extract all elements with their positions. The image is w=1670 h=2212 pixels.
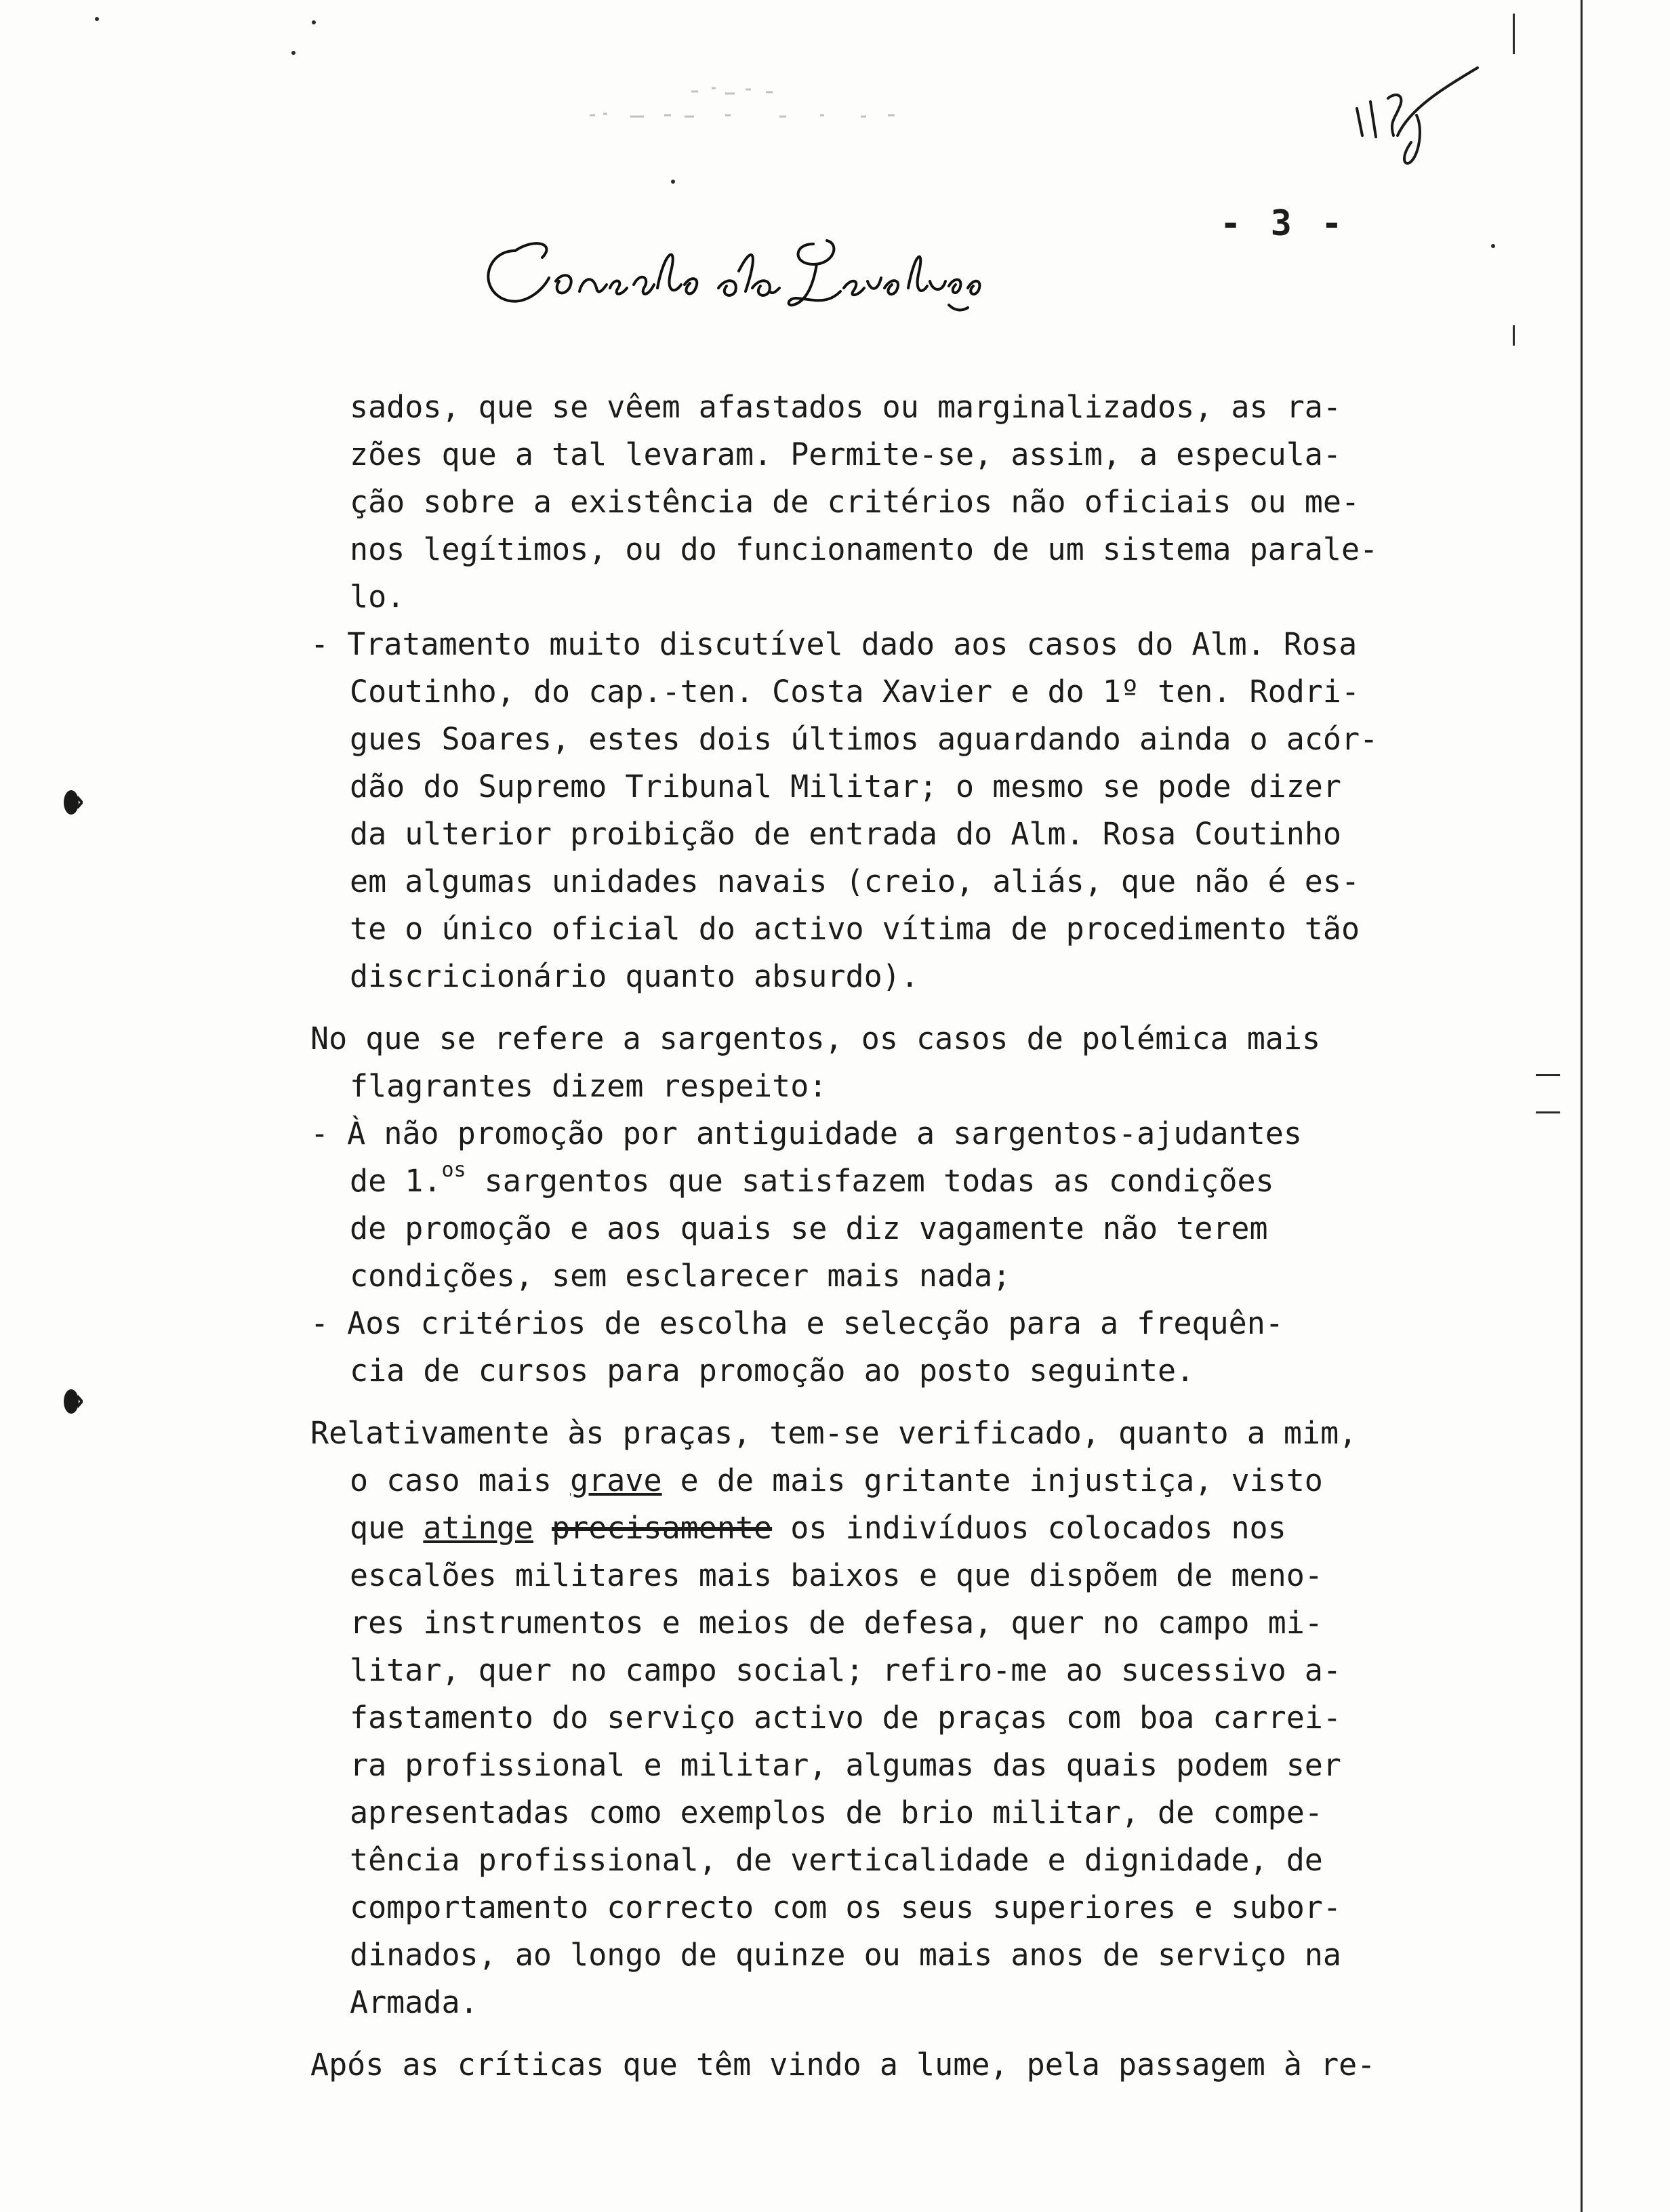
body-text-line: Relativamente às praças, tem-se verificado, quanto a mim,	[310, 1415, 1358, 1451]
bullet-text-line: discricionário quanto absurdo).	[350, 958, 919, 994]
body-text-line: Armada.	[350, 1984, 478, 2020]
scan-edge-mark	[1513, 14, 1515, 54]
text-segment: que	[350, 1510, 424, 1546]
bullet-text-line: condições, sem esclarecer mais nada;	[350, 1258, 1011, 1294]
struck-word: precisamente	[552, 1510, 773, 1546]
scan-speck	[291, 51, 296, 55]
punch-hole-mark	[62, 1387, 83, 1416]
superscript: os	[441, 1158, 466, 1182]
bullet-text-line: Coutinho, do cap.-ten. Costa Xavier e do 1º ten. Rodri-	[350, 674, 1360, 710]
body-text-line: ção sobre a existência de critérios não oficiais ou me-	[350, 484, 1360, 520]
bullet-text-line	[350, 1158, 1274, 1199]
bullet-text-line: em algumas unidades navais (creio, aliás, que não é es-	[350, 863, 1360, 899]
page-number: - 3 -	[1220, 203, 1347, 244]
scan-right-border	[1581, 0, 1583, 2212]
bullet-text-line: - Aos critérios de escolha e selecção para a frequên-	[310, 1305, 1284, 1341]
bullet-text-line: da ulterior proibição de entrada do Alm. Rosa Coutinho	[350, 816, 1341, 852]
body-text-line: res instrumentos e meios de defesa, quer no campo mi-	[350, 1605, 1323, 1641]
body-text-line: nos legítimos, ou do funcionamento de um sistema parale-	[350, 531, 1379, 567]
bullet-text-line: dão do Supremo Tribunal Militar; o mesmo se pode dizer	[350, 769, 1341, 804]
body-text-line: fastamento do serviço activo de praças com boa carrei-	[350, 1700, 1341, 1736]
letterhead-logo	[474, 224, 990, 325]
text-segment: o caso mais	[350, 1462, 571, 1498]
scan-speck	[312, 20, 316, 24]
text-segment: os indivíduos colocados nos	[772, 1510, 1286, 1546]
body-text-line: lo.	[350, 579, 405, 615]
scan-edge-mark	[1513, 325, 1515, 346]
body-text-line: dinados, ao longo de quinze ou mais anos de serviço na	[350, 1937, 1341, 1973]
scan-speck	[95, 17, 99, 21]
body-text-line: escalões militares mais baixos e que dispõem de meno-	[350, 1557, 1323, 1593]
body-text-line: zões que a tal levaram. Permite-se, assim, a especula-	[350, 436, 1341, 472]
handwritten-folio-mark	[1349, 61, 1484, 169]
body-text-line: apresentadas como exemplos de brio militar, de compe-	[350, 1795, 1323, 1830]
text-segment: de 1.	[350, 1163, 442, 1199]
scan-speck	[671, 180, 675, 184]
text-segment	[533, 1510, 552, 1546]
body-text-line	[350, 1510, 1286, 1546]
body-text-line: ra profissional e militar, algumas das quais podem ser	[350, 1747, 1341, 1783]
body-text-line: sados, que se vêem afastados ou marginalizados, as ra-	[350, 389, 1341, 425]
underlined-word: grave	[570, 1462, 662, 1498]
body-text-line: flagrantes dizem respeito:	[350, 1068, 828, 1104]
bullet-text-line: - À não promoção por antiguidade a sargentos-ajudantes	[310, 1115, 1302, 1151]
faint-stamp-mark	[576, 75, 956, 142]
body-text-line: litar, quer no campo social; refiro-me ao sucessivo a-	[350, 1652, 1341, 1688]
text-segment: e de mais gritante injustiça, visto	[661, 1462, 1323, 1498]
body-text-line: tência profissional, de verticalidade e dignidade, de	[350, 1842, 1323, 1878]
bullet-text-line: cia de cursos para promoção ao posto seguinte.	[350, 1353, 1195, 1389]
punch-hole-mark	[62, 787, 83, 817]
scan-speck	[1491, 244, 1495, 248]
bullet-text-line: - Tratamento muito discutível dado aos casos do Alm. Rosa	[310, 626, 1358, 662]
text-segment: sargentos que satisfazem todas as condições	[466, 1163, 1274, 1199]
body-text-line: Após as críticas que têm vindo a lume, pela passagem à re-	[310, 2047, 1376, 2083]
scan-dash-mark	[1536, 1074, 1560, 1076]
body-text-line: No que se refere a sargentos, os casos de polémica mais	[310, 1021, 1321, 1057]
bullet-text-line: te o único oficial do activo vítima de procedimento tão	[350, 911, 1360, 947]
body-text-line: comportamento correcto com os seus superiores e subor-	[350, 1889, 1341, 1925]
body-text-line	[350, 1462, 1323, 1498]
bullet-text-line: gues Soares, estes dois últimos aguardando ainda o acór-	[350, 721, 1379, 757]
scan-dash-mark	[1536, 1111, 1560, 1113]
underlined-word: atinge	[423, 1510, 533, 1546]
bullet-text-line: de promoção e aos quais se diz vagamente não terem	[350, 1210, 1268, 1246]
